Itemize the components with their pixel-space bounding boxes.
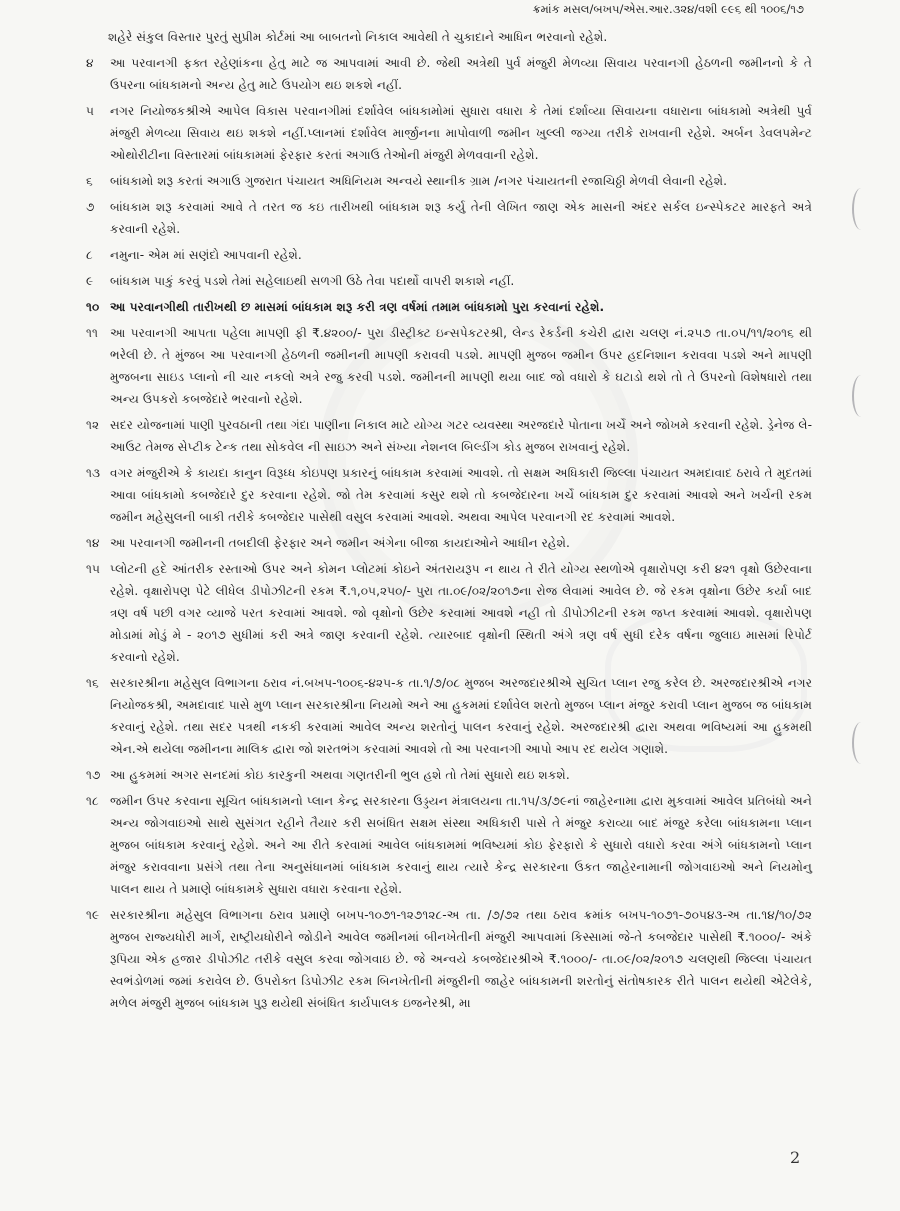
condition-item [86,52,812,96]
condition-number: ૧૮ [86,794,99,808]
condition-number: ૪ [86,56,94,70]
condition-number: ૧૭ [86,768,101,782]
margin-mark [852,188,870,230]
condition-text: આ પરવાનગીથી તારીખથી છ માસમાં બાંધકામ શરૂ કરી ત્રણ વર્ષમાં તમામ બાંધકામો પુરા કરવાનાં રહેશે. [110,300,605,314]
condition-text: નગર નિયોજકશ્રીએ આપેલ વિકાસ પરવાનગીમાં દર્શાવેલ બાંધકામોમાં સુધારા વધારા કે તેમાં દર્શાવ્યા સિવાયના વધારાના બાંધકામો અત્રેથી પુર્વ મંજુરી મેળવ્યા સિવાય થઇ શકશે નહીં.પ્લાનમાં દર્શાવેલ માર્જીનના માપોવાળી જમીન ખુલ્લી જગ્યા તરીકે રાખવાની રહેશે. અર્બન ડેવલપમેન્ટ ઓથોરીટીના વિસ્તારમાં બાંધકામમાં ફેરફાર કરતાં અગાઉ તેઓની મંજુરી મેળવવાની રહેશે. [110,104,812,162]
condition-item [86,414,812,458]
condition-text: આ પરવાનગી ફક્ત રહેણાંકના હેતુ માટે જ આપવામાં આવી છે. જેથી અત્રેથી પુર્વ મંજુરી મેળવ્યા સિવાય પરવાનગી હેઠળની જમીનનો કે તે ઉપરના બાંધકામનો અન્ય હેતુ માટે ઉપયોગ થઇ શકશે નહીં. [110,56,812,92]
condition-item [86,322,812,410]
condition-item [86,270,812,292]
condition-number: ૭ [86,200,95,214]
reference-number: ક્રમાંક મસલ/બખપ/એસ.આર.૩૨૪/વશી ૯૯૬ થી ૧૦૦૬/૧૭ [532,2,804,16]
condition-item [86,100,812,166]
condition-text: સદર યોજનામાં પાણી પુરવઠાની તથા ગંદા પાણીના નિકાલ માટે યોગ્ય ગટર વ્યવસ્થા અરજદારે પોતાના ખર્ચે અને જોખમે કરવાની રહેશે. ડ્રેનેજ લે-આઉટ તેમજ સેપ્ટીક ટેન્ક તથા સોકવેલ ની સાઇઝ અને સંખ્યા નેશનલ બિલ્ડીંગ કોડ મુજબ રાખવાનું રહેશે. [110,418,812,454]
condition-number: ૮ [86,248,93,262]
condition-number: ૧૪ [86,536,100,550]
condition-number: ૯ [86,274,94,288]
condition-text: બાંધકામો શરૂ કરતાં અગાઉ ગુજરાત પંચાયત અધિનિયમ અન્વયે સ્થાનીક ગ્રામ /નગર પંચાયતની રજાચિઠ્ઠી મેળવી લેવાની રહેશે. [110,174,728,188]
continuation-text: શહેરે સંકુલ વિસ્તાર પુરતું સુપ્રીમ કોર્ટમાં આ બાબતનો નિકાલ આવેથી તે ચુકાદાને આધિન ભરવાનો રહેશે. [108,30,608,44]
condition-item [86,244,812,266]
condition-number: ૧૧ [86,326,98,340]
conditions-body [86,26,812,1018]
condition-text: બાંધકામ પાકું કરવું પડશે તેમાં સહેલાઇથી સળગી ઉઠે તેવા પદાર્થો વાપરી શકાશે નહીં. [110,274,515,288]
condition-item [86,558,812,668]
condition-text: વગર મંજુરીએ કે કાયદા કાનુન વિરૂધ્ધ કોઇપણ પ્રકારનું બાંધકામ કરવામાં આવશે. તો સક્ષમ અધિકારી જિલ્લા પંચાયત અમદાવાદ ઠરાવે તે મુદતમાં આવા બાંધકામો કબજેદારે દુર કરવાના રહેશે. જો તેમ કરવામાં કસુર થશે તો કબજેદારના ખર્ચે બાંધકામ દુર કરવામાં આવશે અને ખર્ચની રકમ જમીન મહેસુલની બાકી તરીકે કબજેદાર પાસેથી વસુલ કરવામાં આવશે. અથવા આપેલ પરવાનગી રદ કરવામાં આવશે. [110,466,812,524]
condition-number: ૫ [86,104,95,118]
condition-number: ૧૯ [86,908,100,922]
condition-number: ૧૨ [86,418,100,432]
condition-text: આ પરવાનગી આપતા પહેલા માપણી ફી ₹.૪૨૦૦/- પુરા ડીસ્ટ્રીક્ટ ઇન્સપેકટરશ્રી, લેન્ડ રેકર્ડની કચેરી દ્વારા ચલણ નં.૨૫૭ તા.૦૫/૧૧/૨૦૧૬ થી ભરેલી છે. તે મુંજબ આ પરવાનગી હેઠળની જમીનની માપણી કરાવવી પડશે. માપણી મુજબ જમીન ઉપર હદનિશાન કરાવવા પડશે અને માપણી મુજબના સાઇડ પ્લાનો ની ચાર નકલો અત્રે રજુ કરવી પડશે. જમીનની માપણી થયા બાદ જો વધારો કે ઘટાડો થશે તો તે ઉપરનો વિશેષધારો તથા અન્ય ઉપકરો કબજેદારે ભરવાનો રહેશે. [110,326,812,406]
margin-mark [852,375,870,417]
condition-item [86,532,812,554]
margin-mark [852,722,870,764]
condition-item [86,196,812,240]
condition-number: ૧૬ [86,676,99,690]
condition-text: નમુના- એમ માં સણંદો આપવાની રહેશે. [110,248,302,262]
condition-text: સરકારશ્રીના મહેસુલ વિભાગના ઠરાવ નં.બખપ-૧૦૦૬-૪૨૫-ક તા.૧/૭/૦૮ મુજબ અરજદારશ્રીએ સુચિત પ્લાન રજુ કરેલ છે. અરજદારશ્રીએ નગર નિયોજકશ્રી, અમદાવાદ પાસે મુળ પ્લાન સરકારશ્રીના નિયમો અને આ હુકમમાં દર્શાવેલ શરતો મુજબ પ્લાન મંજુર કરાવી પ્લાન મુજબ જ બાંધકામ કરવાનું રહેશે. તથા સદર પત્રથી નકકી કરવામાં આવેલ અન્ય શરતોનું પાલન કરવાનું રહેશે. અરજદારશ્રી દ્વારા અથવા ભવિષ્યમાં આ હુકમથી એન.એ થયેલા જમીનના માલિક દ્વારા જો શરતભંગ કરવામાં આવશે તો આ પરવાનગી આપો આપ રદ થયેલ ગણાશે. [110,676,812,756]
condition-text: પ્લોટની હદે આંતરીક રસ્તાઓ ઉપર અને કોમન પ્લોટમાં કોઇને અંતરાયરૂપ ન થાય તે રીતે યોગ્ય સ્થળોએ વૃક્ષારોપણ કરી ૪૨૧ વૃક્ષો ઉછેરવાના રહેશે. વૃક્ષારોપણ પેટે લીધેલ ડીપોઝીટની રકમ ₹.૧,૦૫,૨૫૦/- પુરા તા.૦૯/૦૨/૨૦૧૭ના રોજ લેવામાં આવેલ છે. જે રકમ વૃક્ષોના ઉછેર કર્યા બાદ ત્રણ વર્ષ પછી વગર વ્યાજે પરત કરવામાં આવશે. જો વૃક્ષોનો ઉછેર કરવામાં આવશે નહી તો ડીપોઝીટની રકમ જપ્ત કરવામાં આવશે. વૃક્ષારોપણ મોડામાં મોડું મે - ૨૦૧૭ સુધીમાં કરી અત્રે જાણ કરવાની રહેશે. ત્યારબાદ વૃક્ષોની સ્થિતી અંગે ત્રણ વર્ષ સુધી દરેક વર્ષના જુલાઇ માસમાં રિપોર્ટ કરવાનો રહેશે. [110,562,812,664]
condition-item [86,170,812,192]
condition-item [86,764,812,786]
condition-text: બાંધકામ શરૂ કરવામાં આવે તે તરત જ કઇ તારીખથી બાંધકામ શરૂ કર્યુ તેની લેખિત જાણ એક માસની અંદર સર્કલ ઇન્સ્પેકટર મારફતે અત્રે કરવાની રહેશે. [110,200,812,236]
condition-item [86,462,812,528]
condition-text: આ હુકમમાં અગર સનદમાં કોઇ કારકુની અથવા ગણતરીની ભુલ હશે તો તેમાં સુધારો થઇ શકશે. [110,768,570,782]
page-number: 2 [790,1148,801,1167]
conditions-list [86,52,812,1014]
condition-number: ૧૩ [86,466,101,480]
condition-item [86,904,812,1014]
condition-text: સરકારશ્રીના મહેસુલ વિભાગના ઠરાવ પ્રમાણે બખપ-૧૦૭૧-૧૨૭૧૨૮-અ તા. /૭/૭૨ તથા ઠરાવ ક્રમાંક બખપ-૧૦૭૧-૭૦૫૪૩-અ તા.૧૪/૧૦/૭૨ મુજબ રાજ્યધોરી માર્ગ, રાષ્ટ્રીયધોરીને જોડીને આવેલ જમીનમાં બીનખેતીની મંજુરી આપવામાં કિસ્સામાં જે-તે કબજેદાર પાસેથી ₹.૧૦૦૦/- અંકે રૂપિયા એક હજાર ડીપોઝીટ તરીકે વસુલ કરવા જોગવાઇ છે. જે અન્વયે કબજેદારશ્રીએ ₹.૧૦૦૦/- તા.૦૯/૦૨/૨૦૧૭ ચલણથી જિલ્લા પંચાયત સ્વભંડોળમાં જમાં કરાવેલ છે. ઉપરોક્ત ડિપોઝીટ રકમ બિનખેતીની મંજુરીની જાહેર બાંધકામની શરતોનું સંતોષકારક રીતે પાલન થયેથી એટેલેકે, મળેલ મંજુરી મુજબ બાંધકામ પુરૂ થયેથી સંબંધિત કાર્યપાલક ઇજનેરશ્રી, મા [110,908,812,1010]
condition-text: આ પરવાનગી જમીનની તબદીલી ફેરફાર અને જમીન અંગેના બીજા કાયદાઓને આધીન રહેશે. [110,536,570,550]
condition-item [86,672,812,760]
condition-item [86,296,812,318]
condition-number: ૧૦ [86,300,100,314]
condition-text: જમીન ઉપર કરવાના સૂચિત બાંધકામનો પ્લાન કેન્દ્ર સરકારના ઉડ્ડયન મંત્રાલયના તા.૧૫/૩/૭૯નાં જાહેરનામા દ્વારા મુકવામાં આવેલ પ્રતિબંધો અને અન્ય જોગવાઇઓ સાથે સુસંગત રહીને તૈયાર કરી સબંધિત સક્ષમ સંસ્થા અધિકારી પાસે તે મંજુર કરાવ્યા બાદ મંજુર કરેલા બાંધકામના પ્લાન મુજબ બાંધકામ કરવાનું રહેશે. અને આ રીતે કરવામાં આવેલ બાંધકામમાં ભવિષ્યમાં કોઇ ફેરફારો કે સુધારો વધારો કરવા અંગે બાંધકામનો પ્લાન મંજુર કરાવવાના પ્રસંગે તથા તેના અનુસંધાનમાં બાંધકામ કરવાનું થાય ત્યારે કેન્દ્ર સરકારના ઉકત જાહેરનામાની જોગવાઇઓ અને નિયમોનુ પાલન થાય તે પ્રમાણે બાંધકામકે સુધારા વધારા કરવાના રહેશે. [110,794,812,896]
condition-item [86,790,812,900]
condition-number: ૧૫ [86,562,100,576]
condition-number: ૬ [86,174,93,188]
